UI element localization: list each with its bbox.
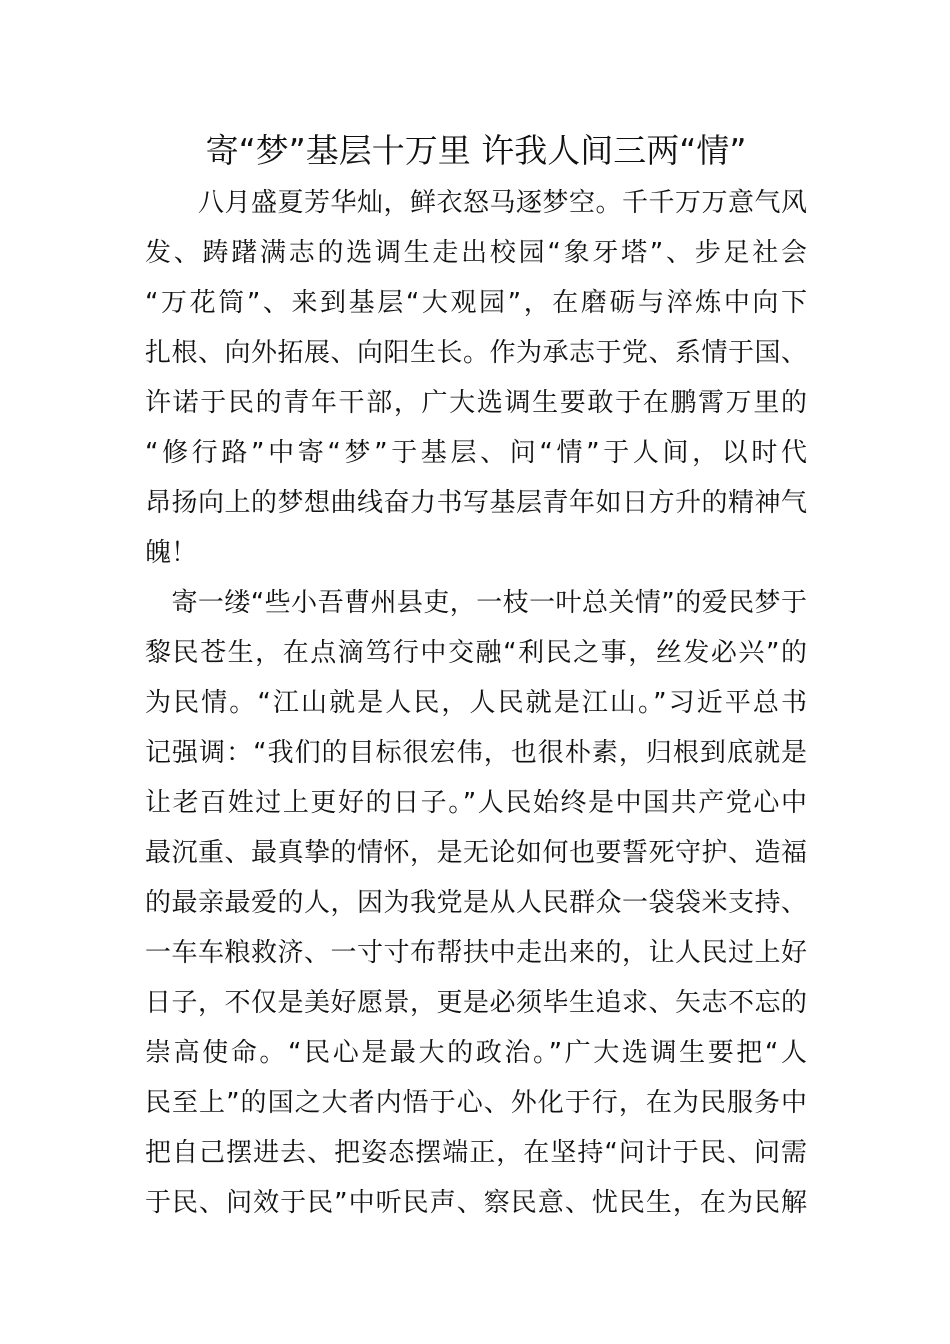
text-line: 寄一缕“些小吾曹州县吏，一枝一叶总关情”的爱民梦于 xyxy=(145,588,807,618)
text-line: 黎民苍生，在点滴笃行中交融“利民之事，丝发必兴”的 xyxy=(145,638,807,668)
text-line: 日子，不仅是美好愿景，更是必须毕生追求、矢志不忘的 xyxy=(145,988,807,1018)
text-line: 的最亲最爱的人，因为我党是从人民群众一袋袋米支持、 xyxy=(145,888,807,918)
paragraph-2 xyxy=(145,578,807,1228)
text-line: 记强调：“我们的目标很宏伟，也很朴素，归根到底就是 xyxy=(145,738,807,768)
text-line: 于民、问效于民”中听民声、察民意、忧民生，在为民解 xyxy=(145,1188,807,1218)
text-line: “修行路”中寄“梦”于基层、问“情”于人间，以时代 xyxy=(145,438,807,468)
text-line: 崇高使命。“民心是最大的政治。”广大选调生要把“人 xyxy=(145,1038,807,1068)
paragraph-1 xyxy=(145,178,807,578)
text-line: 许诺于民的青年干部，广大选调生要敢于在鹏霄万里的 xyxy=(145,388,807,418)
text-line: 发、踌躇满志的选调生走出校园“象牙塔”、步足社会 xyxy=(145,238,807,268)
text-line: 最沉重、最真挚的情怀，是无论如何也要誓死守护、造福 xyxy=(145,838,807,868)
text-line: “万花筒”、来到基层“大观园”，在磨砺与淬炼中向下 xyxy=(145,288,807,318)
document-page xyxy=(145,128,807,1228)
text-line: 昂扬向上的梦想曲线奋力书写基层青年如日方升的精神气 xyxy=(145,488,807,518)
text-line: 扎根、向外拓展、向阳生长。作为承志于党、系情于国、 xyxy=(145,338,807,368)
text-line: 为民情。“江山就是人民，人民就是江山。”习近平总书 xyxy=(145,688,807,718)
text-line: 让老百姓过上更好的日子。”人民始终是中国共产党心中 xyxy=(145,788,807,818)
text-line: 民至上”的国之大者内悟于心、外化于行，在为民服务中 xyxy=(145,1088,807,1118)
text-line: 把自己摆进去、把姿态摆端正，在坚持“问计于民、问需 xyxy=(145,1138,807,1168)
text-line: 魄！ xyxy=(145,538,198,568)
document-title: 寄“梦”基层十万里 许我人间三两“情” xyxy=(205,131,747,170)
text-line: 八月盛夏芳华灿，鲜衣怒马逐梦空。千千万万意气风 xyxy=(145,188,807,218)
text-line: 一车车粮救济、一寸寸布帮扶中走出来的，让人民过上好 xyxy=(145,938,807,968)
